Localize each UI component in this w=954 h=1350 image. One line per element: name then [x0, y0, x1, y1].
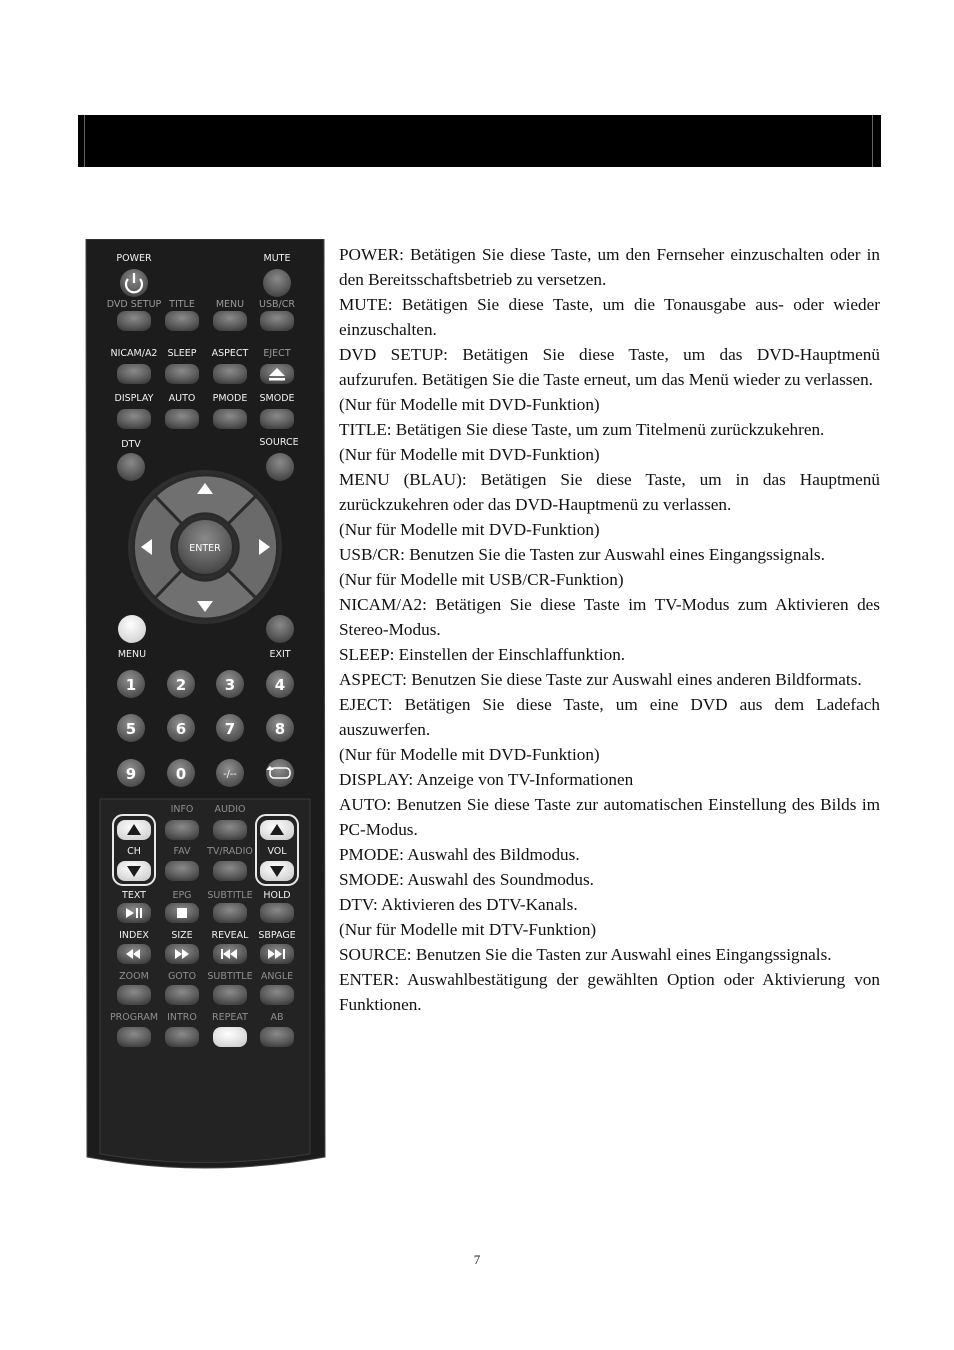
aspect-button[interactable] — [213, 364, 247, 384]
display-label: DISPLAY — [114, 393, 154, 404]
reveal-label: REVEAL — [211, 930, 249, 941]
goto-button[interactable] — [165, 985, 199, 1005]
menu-label: MENU — [117, 649, 147, 660]
num-0-label: 0 — [175, 765, 187, 783]
goto-label: GOTO — [167, 971, 197, 982]
desc-aspect: ASPECT: Benutzen Sie diese Taste zur Auswahl eines anderen Bildformats. — [339, 670, 862, 689]
desc-nicam: NICAM/A2: Betätigen Sie diese Taste im TV-Modus zum Aktivieren des Stereo-Modus. — [339, 595, 880, 639]
hold-button[interactable] — [260, 903, 294, 923]
mute-button[interactable] — [263, 269, 291, 297]
num-5-label: 5 — [125, 720, 137, 738]
num-7-label: 7 — [224, 720, 236, 738]
desc-power: POWER: Betätigen Sie diese Taste, um den Fernseher einzuschalten oder in den Bereitsschaftsbetrieb zu versetzen. — [339, 245, 880, 289]
pmode-button[interactable] — [213, 409, 247, 429]
desc-note-dvd-3: (Nur für Modelle mit DVD-Funktion) — [339, 520, 600, 539]
num-1-label: 1 — [125, 676, 137, 694]
source-label: SOURCE — [259, 437, 299, 448]
epg-label: EPG — [172, 890, 192, 901]
subtitle-2-label: SUBTITLE — [207, 971, 253, 982]
intro-label: INTRO — [167, 1012, 197, 1023]
desc-note-usb: (Nur für Modelle mit USB/CR-Funktion) — [339, 570, 624, 589]
menu-button[interactable] — [118, 615, 146, 643]
mute-label: MUTE — [263, 253, 291, 264]
audio-button[interactable] — [213, 820, 247, 840]
aspect-label: ASPECT — [211, 348, 249, 359]
desc-title: TITLE: Betätigen Sie diese Taste, um zum Titelmenü zurückzukehren. — [339, 420, 825, 439]
page-number: 7 — [473, 1252, 481, 1267]
auto-label: AUTO — [168, 393, 196, 404]
repeat-button[interactable] — [213, 1027, 247, 1047]
desc-display: DISPLAY: Anzeige von TV-Informationen — [339, 770, 634, 789]
dvd-setup-label: DVD SETUP — [106, 299, 162, 310]
angle-label: ANGLE — [260, 971, 294, 982]
sleep-label: SLEEP — [167, 348, 197, 359]
num-9-label: 9 — [125, 765, 137, 783]
desc-auto: AUTO: Benutzen Sie diese Taste zur automatischen Einstellung des Bilds im PC-Modus. — [339, 795, 880, 839]
subtitle-1-label: SUBTITLE — [207, 890, 253, 901]
subtitle-1-button[interactable] — [213, 903, 247, 923]
desc-smode: SMODE: Auswahl des Soundmodus. — [339, 870, 594, 889]
usb-cr-label: USB/CR — [259, 299, 295, 310]
pmode-label: PMODE — [212, 393, 248, 404]
sleep-button[interactable] — [165, 364, 199, 384]
desc-note-dvd-2: (Nur für Modelle mit DVD-Funktion) — [339, 445, 600, 464]
repeat-label: REPEAT — [212, 1012, 248, 1023]
subtitle-2-button[interactable] — [213, 985, 247, 1005]
power-label: POWER — [116, 253, 152, 264]
stop-icon — [177, 908, 187, 918]
angle-button[interactable] — [260, 985, 294, 1005]
exit-button[interactable] — [266, 615, 294, 643]
navigation-pad — [128, 470, 282, 624]
info-button[interactable] — [165, 820, 199, 840]
desc-dtv: DTV: Aktivieren des DTV-Kanals. — [339, 895, 578, 914]
tv-radio-label: TV/RADIO — [207, 846, 253, 857]
eject-label: EJECT — [263, 348, 291, 359]
dtv-button[interactable] — [117, 453, 145, 481]
program-button[interactable] — [117, 1027, 151, 1047]
program-label: PROGRAM — [109, 1012, 159, 1023]
menu-top-label: MENU — [215, 299, 245, 310]
fav-label: FAV — [173, 846, 191, 857]
power-button[interactable] — [120, 269, 148, 297]
num-3-label: 3 — [224, 676, 236, 694]
num-4-label: 4 — [274, 676, 286, 694]
desc-note-dtv: (Nur für Modelle mit DTV-Funktion) — [339, 920, 597, 939]
desc-usb-cr: USB/CR: Benutzen Sie die Tasten zur Auswahl eines Eingangssignals. — [339, 545, 825, 564]
sbpage-label: SBPAGE — [258, 930, 296, 941]
desc-menu: MENU (BLAU): Betätigen Sie diese Taste, um in das Hauptmenü zurückzukehren oder das DVD-Hauptmenü zu verlassen. — [339, 470, 880, 514]
smode-label: SMODE — [259, 393, 295, 404]
display-button[interactable] — [117, 409, 151, 429]
exit-label: EXIT — [269, 649, 291, 660]
num-8-label: 8 — [274, 720, 286, 738]
audio-label: AUDIO — [214, 804, 246, 815]
desc-dvd-setup: DVD SETUP: Betätigen Sie diese Taste, um das DVD-Hauptmenü aufzurufen. Betätigen Sie die Taste erneut, um das Menü wieder zu verlassen. — [339, 345, 880, 389]
desc-source: SOURCE: Benutzen Sie die Tasten zur Auswahl eines Eingangssignals. — [339, 945, 832, 964]
desc-pmode: PMODE: Auswahl des Bildmodus. — [339, 845, 580, 864]
size-label: SIZE — [171, 930, 193, 941]
title-label: TITLE — [169, 299, 195, 310]
usb-cr-button[interactable] — [260, 311, 294, 331]
zoom-button[interactable] — [117, 985, 151, 1005]
ch-label: CH — [127, 846, 141, 857]
enter-label: ENTER — [189, 543, 221, 554]
zoom-label: ZOOM — [119, 971, 149, 982]
ab-button[interactable] — [260, 1027, 294, 1047]
nicam-button[interactable] — [117, 364, 151, 384]
nicam-label: NICAM/A2 — [110, 348, 158, 359]
dtv-label: DTV — [121, 439, 141, 450]
dash-label: -/-- — [223, 769, 237, 780]
desc-sleep: SLEEP: Einstellen der Einschlaffunktion. — [339, 645, 626, 664]
source-button[interactable] — [266, 453, 294, 481]
remote-control-illustration — [84, 239, 328, 1175]
dvd-setup-button[interactable] — [117, 311, 151, 331]
desc-mute: MUTE: Betätigen Sie diese Taste, um die Tonausgabe aus- oder wieder einzuschalten. — [339, 295, 880, 339]
button-descriptions — [339, 242, 880, 1017]
section-header-bar — [78, 115, 881, 167]
index-label: INDEX — [119, 930, 149, 941]
desc-eject: EJECT: Betätigen Sie diese Taste, um eine DVD aus dem Ladefach auszuwerfen. — [339, 695, 880, 739]
ab-label: AB — [270, 1012, 284, 1023]
vol-label: VOL — [267, 846, 287, 857]
desc-note-dvd-1: (Nur für Modelle mit DVD-Funktion) — [339, 395, 600, 414]
tv-radio-button[interactable] — [213, 861, 247, 881]
intro-button[interactable] — [165, 1027, 199, 1047]
hold-label: HOLD — [263, 890, 291, 901]
fav-button[interactable] — [165, 861, 199, 881]
text-label: TEXT — [122, 890, 146, 901]
num-6-label: 6 — [175, 720, 187, 738]
desc-note-dvd-4: (Nur für Modelle mit DVD-Funktion) — [339, 745, 600, 764]
auto-button[interactable] — [165, 409, 199, 429]
title-button[interactable] — [165, 311, 199, 331]
smode-button[interactable] — [260, 409, 294, 429]
num-2-label: 2 — [175, 676, 187, 694]
desc-enter: ENTER: Auswahlbestätigung der gewählten Option oder Aktivierung von Funktionen. — [339, 970, 880, 1014]
menu-top-button[interactable] — [213, 311, 247, 331]
info-label: INFO — [170, 804, 194, 815]
